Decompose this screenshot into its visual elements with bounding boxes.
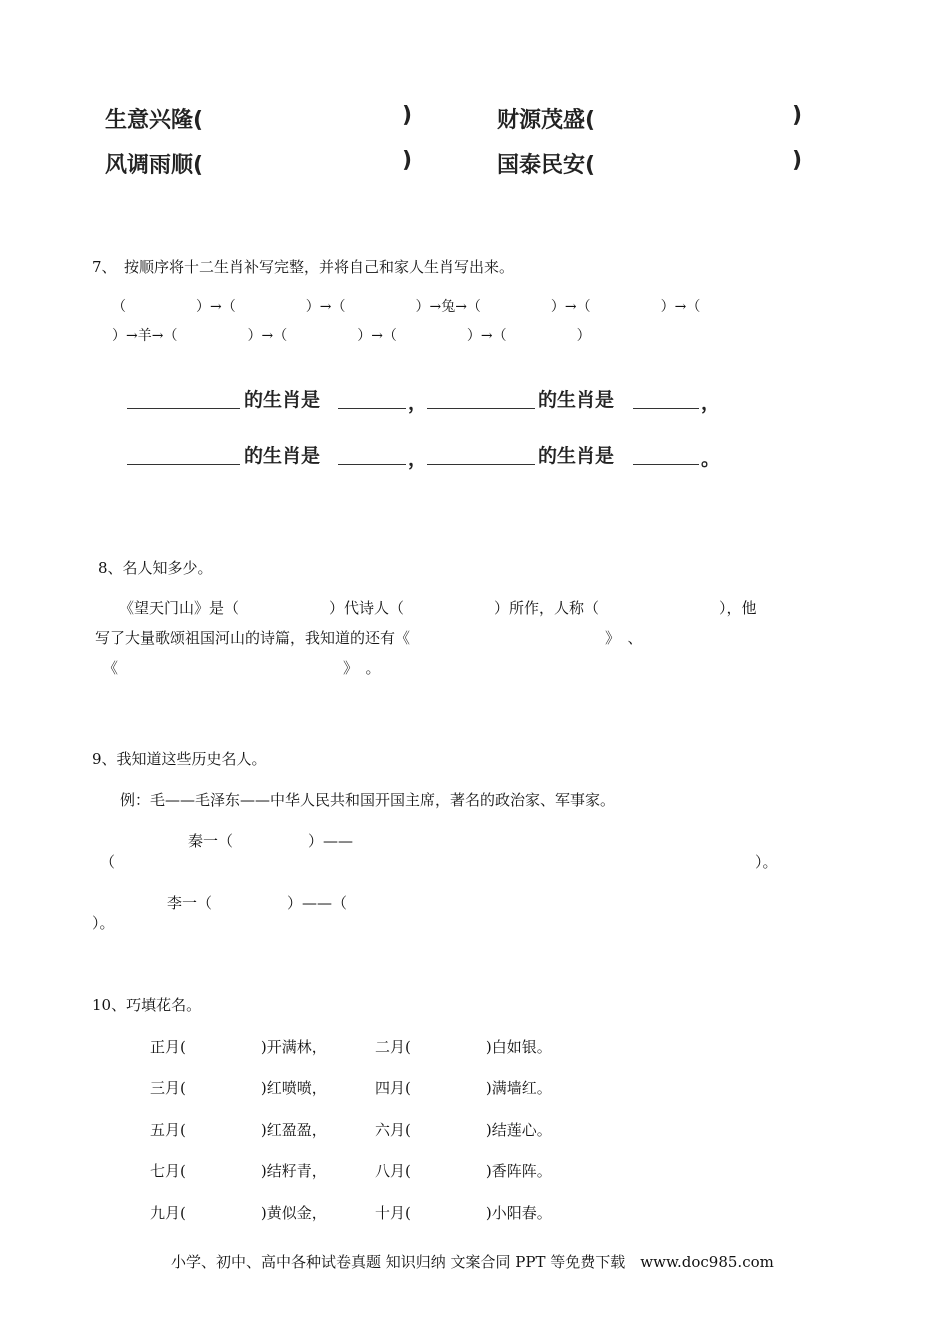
idiom-1-close: ) (402, 103, 413, 128)
blank-line (127, 464, 240, 465)
comma: ， (408, 392, 428, 414)
blank-line (633, 408, 699, 409)
blank-line (633, 464, 699, 465)
q9-li-b: ）。 (92, 914, 115, 932)
idiom-3: 风调雨顺( (105, 153, 204, 178)
idiom-2: 财源茂盛( (497, 108, 596, 133)
q9-li-a: 李一（ ）——（ (167, 894, 348, 912)
zodiac-label: 的生肖是 (538, 389, 615, 411)
blank-line (427, 408, 535, 409)
flower-row-3-left: 五月( )红盈盈， (150, 1121, 327, 1139)
q9-qin-b-open: （ (100, 853, 116, 871)
q8-line-1: 《望天门山》是（ ）代诗人（ ）所作，人称（ ），他 (119, 599, 757, 617)
blank-line (127, 408, 240, 409)
zodiac-label: 的生肖是 (244, 389, 321, 411)
q9-qin-b-close: ）。 (755, 853, 778, 871)
blank-line (427, 464, 535, 465)
comma-end: ， (701, 392, 721, 414)
blank-line (338, 464, 406, 465)
flower-row-4-right: 八月( )香阵阵。 (375, 1162, 552, 1180)
footer-text: 小学、初中、高中各种试卷真题 知识归纳 文案合同 PPT 等免费下载 www.doc985.com (171, 1253, 774, 1271)
idiom-2-close: ) (792, 103, 803, 128)
zodiac-line-1: （ ）→（ ）→（ ）→兔→（ ）→（ ）→（ (112, 299, 701, 315)
q8-line-3: 《 》 。 (103, 659, 381, 677)
flower-row-1-right: 二月( )白如银。 (375, 1038, 552, 1056)
idiom-3-close: ) (402, 148, 413, 173)
zodiac-line-2: ）→羊→（ ）→（ ）→（ ）→（ ） (112, 328, 591, 344)
zodiac-label: 的生肖是 (538, 445, 615, 467)
idiom-4-close: ) (792, 148, 803, 173)
comma: ， (408, 448, 428, 470)
flower-row-1-left: 正月( )开满林， (150, 1038, 327, 1056)
flower-row-3-right: 六月( )结莲心。 (375, 1121, 552, 1139)
q8-line-2: 写了大量歌颂祖国河山的诗篇，我知道的还有《 》 、 (95, 629, 643, 647)
q10-title: 10、巧填花名。 (92, 996, 202, 1014)
zodiac-label: 的生肖是 (244, 445, 321, 467)
q9-title: 9、我知道这些历史名人。 (92, 750, 267, 768)
blank-line (338, 408, 406, 409)
flower-row-2-right: 四月( )满墙红。 (375, 1079, 552, 1097)
idiom-4: 国泰民安( (497, 153, 596, 178)
idiom-1: 生意兴隆( (105, 108, 204, 133)
q7-title: 7、 按顺序将十二生肖补写完整，并将自己和家人生肖写出来。 (92, 258, 515, 276)
flower-row-5-right: 十月( )小阳春。 (375, 1204, 552, 1222)
q9-qin-a: 秦一（ ）—— (188, 832, 354, 850)
q8-title: 8、名人知多少。 (98, 559, 213, 577)
flower-row-5-left: 九月( )黄似金， (150, 1204, 327, 1222)
flower-row-4-left: 七月( )结籽青， (150, 1162, 327, 1180)
q9-example: 例：毛——毛泽东——中华人民共和国开国主席，著名的政治家、军事家。 (120, 791, 616, 809)
flower-row-2-left: 三月( )红喷喷， (150, 1079, 327, 1097)
period-end: 。 (701, 448, 721, 470)
